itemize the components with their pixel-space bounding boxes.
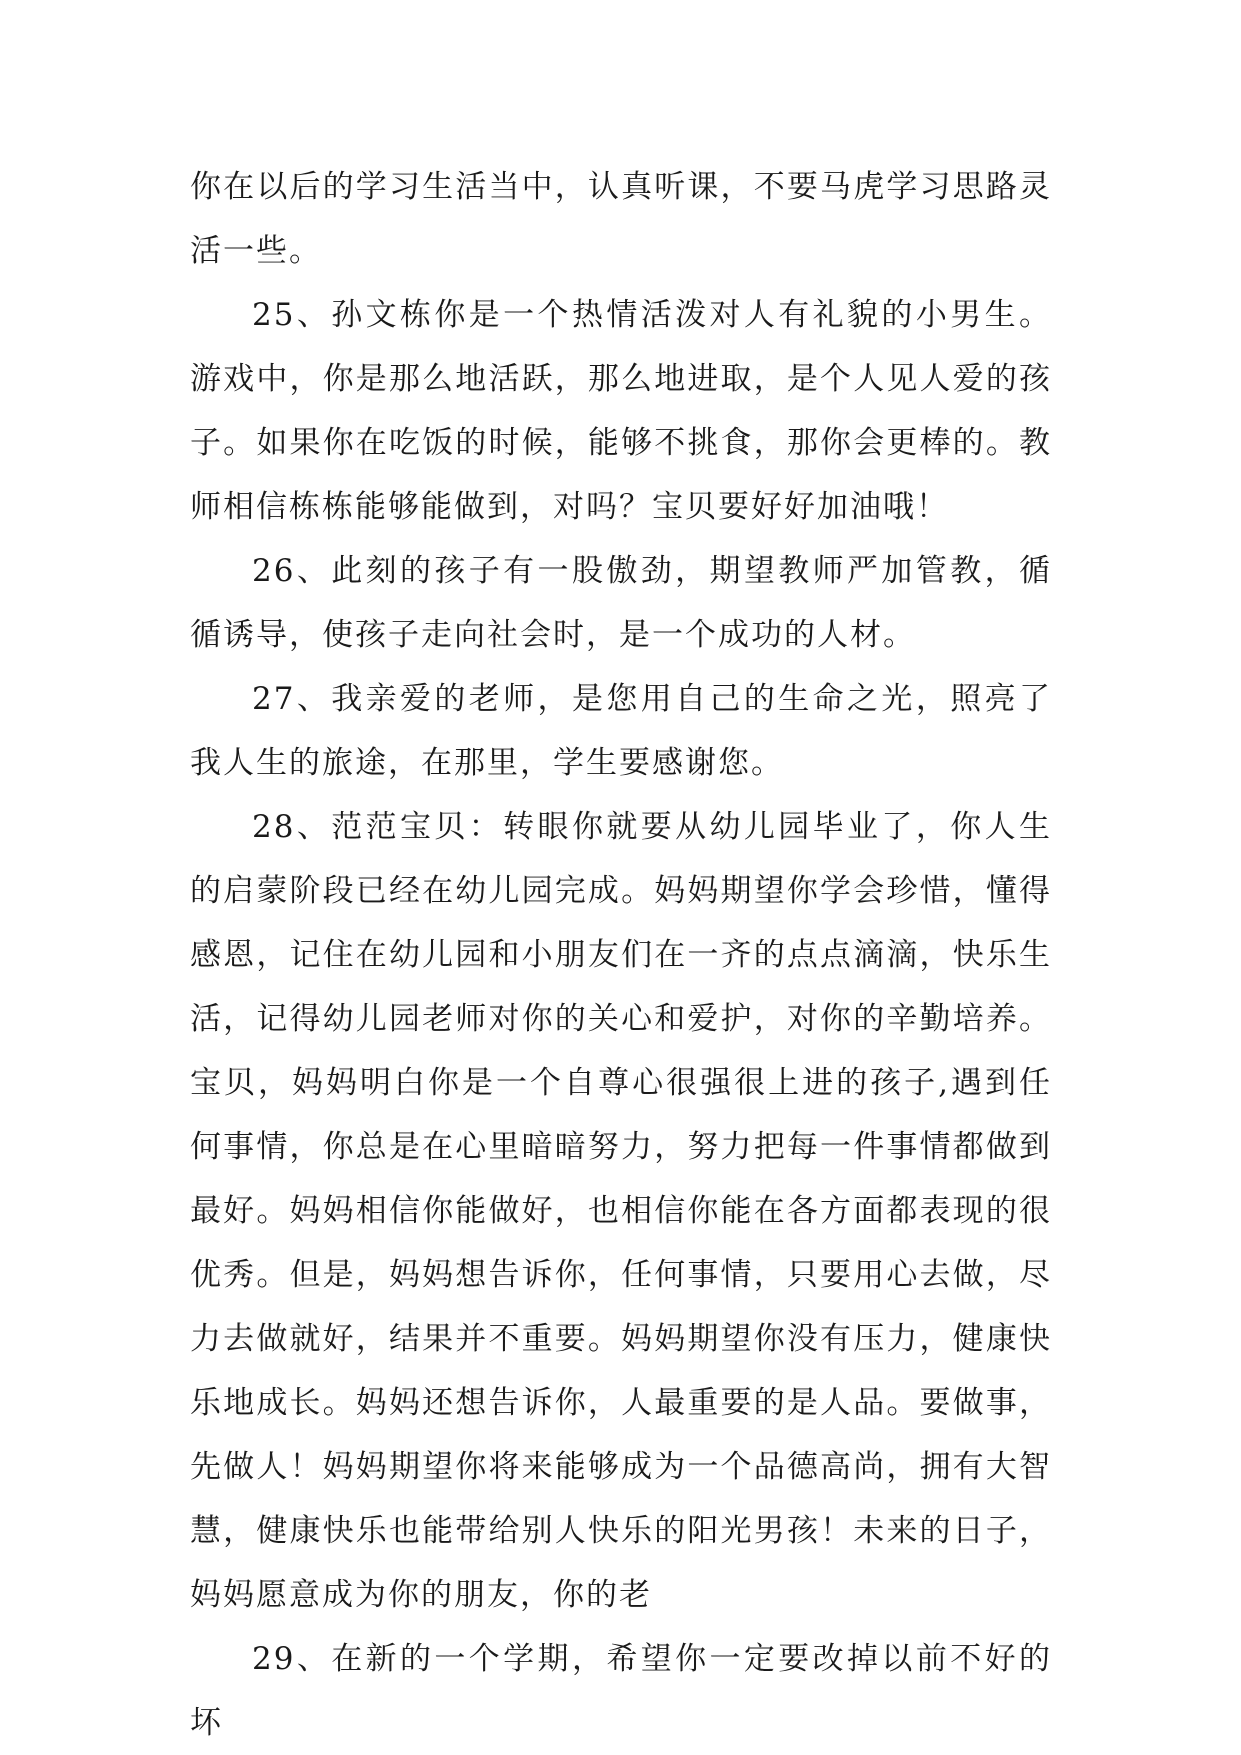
paragraph-item-29: 29、在新的一个学期，希望你一定要改掉以前不好的坏 <box>190 1641 1052 1741</box>
document-body <box>190 155 1052 1755</box>
paragraph-item-25: 25、孙文栋你是一个热情活泼对人有礼貌的小男生。游戏中，你是那么地活跃，那么地进取，是个人见人爱的孩子。如果你在吃饭的时候，能够不挑食，那你会更棒的。教师相信栋栋能够能做到，对吗？宝贝要好好加油哦！ <box>190 297 1052 525</box>
paragraph-item-28: 28、范范宝贝：转眼你就要从幼儿园毕业了，你人生的启蒙阶段已经在幼儿园完成。妈妈期望你学会珍惜，懂得感恩，记住在幼儿园和小朋友们在一齐的点点滴滴，快乐生活，记得幼儿园老师对你的关心和爱护，对你的辛勤培养。宝贝，妈妈明白你是一个自尊心很强很上进的孩子,遇到任何事情，你总是在心里暗暗努力，努力把每一件事情都做到最好。妈妈相信你能做好，也相信你能在各方面都表现的很优秀。但是，妈妈想告诉你，任何事情，只要用心去做，尽力去做就好，结果并不重要。妈妈期望你没有压力，健康快乐地成长。妈妈还想告诉你，人最重要的是人品。要做事，先做人！妈妈期望你将来能够成为一个品德高尚，拥有大智慧，健康快乐也能带给别人快乐的阳光男孩！未来的日子，妈妈愿意成为你的朋友，你的老 <box>190 809 1052 1613</box>
paragraph-item-27: 27、我亲爱的老师，是您用自己的生命之光，照亮了我人生的旅途，在那里，学生要感谢您。 <box>190 681 1052 781</box>
paragraph-continuation: 你在以后的学习生活当中，认真听课，不要马虎学习思路灵活一些。 <box>190 169 1052 269</box>
paragraph-item-26: 26、此刻的孩子有一股傲劲，期望教师严加管教，循循诱导，使孩子走向社会时，是一个成功的人材。 <box>190 553 1052 653</box>
